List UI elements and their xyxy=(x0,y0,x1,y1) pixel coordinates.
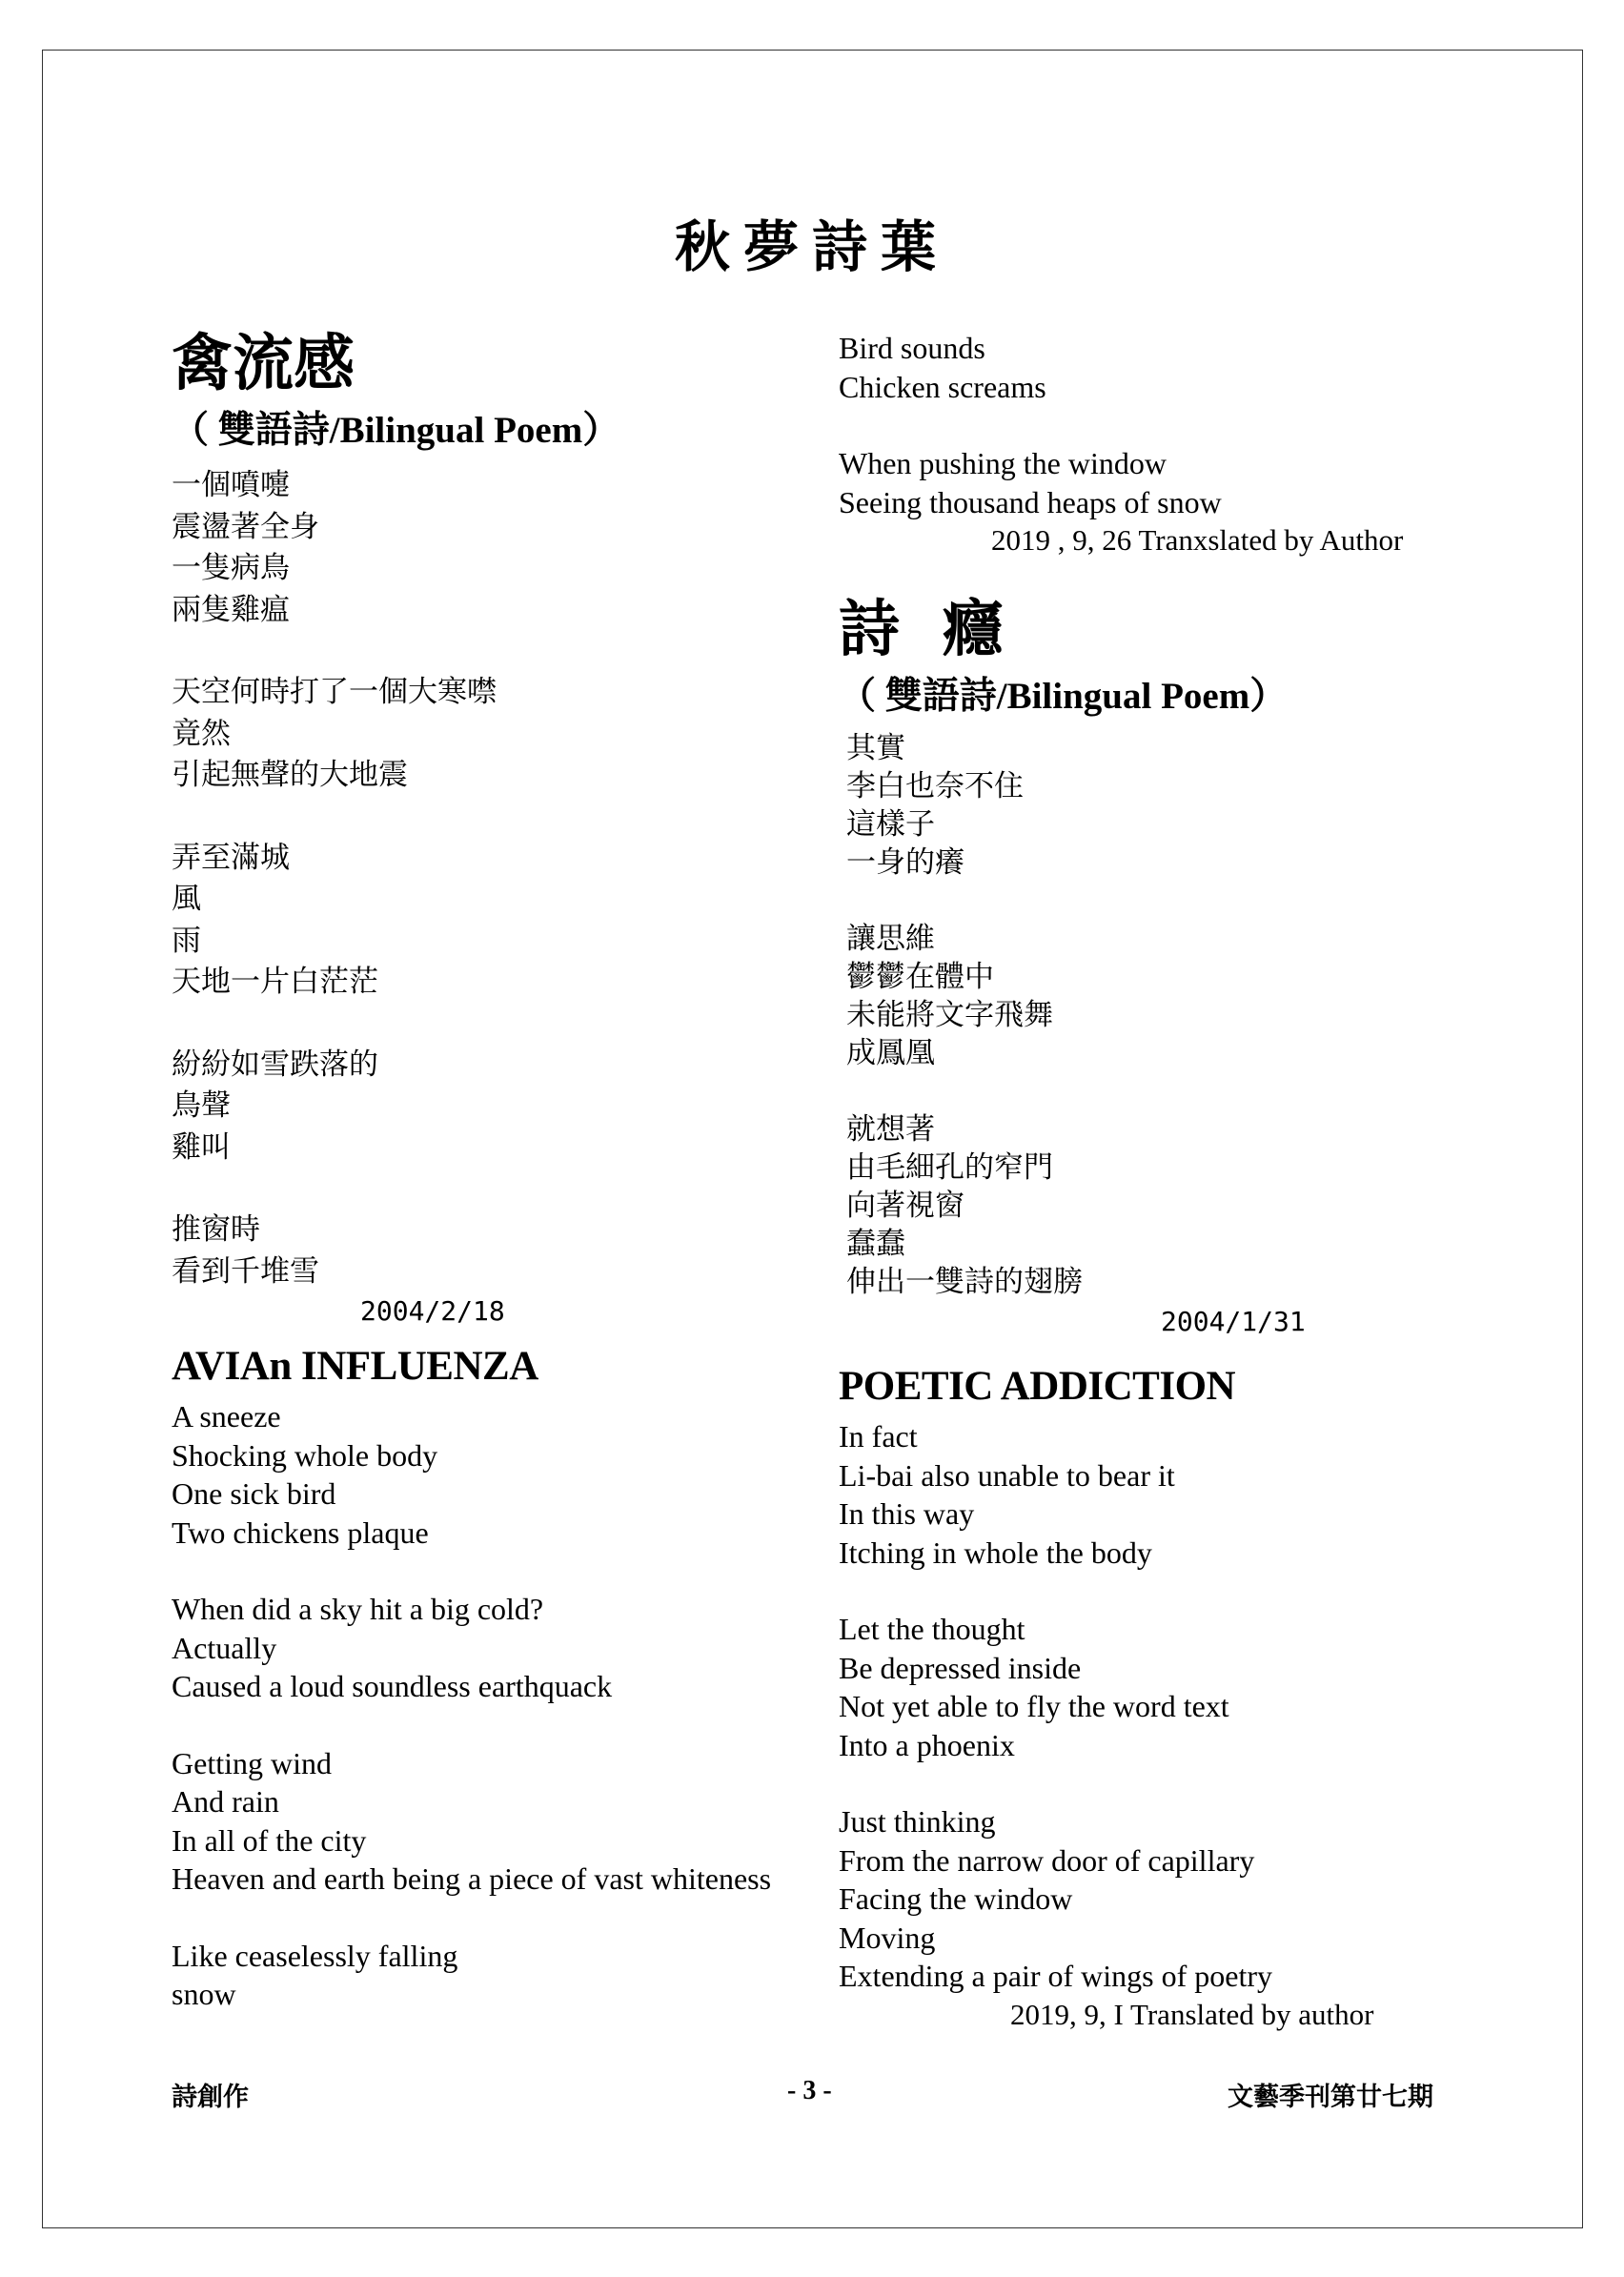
poem-line: Two chickens plaque xyxy=(172,1515,429,1550)
poem-line: 李白也奈不住 xyxy=(846,769,1024,803)
poem-line: Heaven and earth being a piece of vast whiteness xyxy=(172,1861,772,1896)
poem-line: Not yet able to fly the word text xyxy=(839,1689,1229,1723)
footer-section-label: 詩創作 xyxy=(172,2083,249,2112)
poem2-cn-stanza-3 xyxy=(846,1110,1487,1301)
poem1-english-date: 2019 , 9, 26 Tranxslated by Author xyxy=(991,523,1404,557)
poem-line: 成鳳凰 xyxy=(846,1036,935,1070)
poem-line: 讓思維 xyxy=(846,922,935,956)
poem-line: 鬱鬱在體中 xyxy=(846,960,994,994)
poem-line: 雞叫 xyxy=(172,1129,231,1165)
poem1-en-stanza-5 xyxy=(839,329,1487,406)
poem-line: 紛紛如雪跌落的 xyxy=(172,1047,378,1082)
poem-line: A sneeze xyxy=(172,1399,281,1433)
poem1-cn-stanza-1 xyxy=(172,465,820,631)
poem-line: 一個噴嚏 xyxy=(172,468,290,502)
page-title: 秋夢詩葉 xyxy=(674,214,949,279)
poem-line: Caused a loud soundless earthquack xyxy=(172,1669,613,1703)
poem1-english-continued xyxy=(839,329,1487,559)
poem-line: 這樣子 xyxy=(846,807,935,842)
poem2-en-stanza-1 xyxy=(839,1417,1487,1572)
right-column xyxy=(839,329,1487,2034)
poem1-en-stanza-4 xyxy=(172,1937,820,2014)
footer-publication: 文藝季刊第廿七期 xyxy=(1228,2083,1433,2112)
poem-line: Into a phoenix xyxy=(839,1727,1015,1762)
poem-line: Extending a pair of wings of poetry xyxy=(839,1959,1272,1993)
poem-line: 震盪著全身 xyxy=(172,509,319,544)
poem2-english-date: 2019, 9, I Translated by author xyxy=(1010,1997,1374,2031)
poem-line: 天地一片白茫茫 xyxy=(172,965,378,999)
poem-line: 引起無聲的大地震 xyxy=(172,758,408,792)
poem-line: 風 xyxy=(172,882,201,916)
poem1-english-body xyxy=(172,1397,820,2014)
poem-line: 其實 xyxy=(846,731,905,765)
poem-line: 竟然 xyxy=(172,716,231,751)
poem-line: 推窗時 xyxy=(172,1212,260,1247)
poem-line: 雨 xyxy=(172,923,201,958)
poem2-en-stanza-3 xyxy=(839,1802,1487,1996)
poem1-cn-stanza-2 xyxy=(172,672,820,797)
poem-line: 看到千堆雪 xyxy=(172,1253,319,1289)
poem2-english-body xyxy=(839,1417,1487,2034)
poem1-subtitle: （ 雙語詩/Bilingual Poem） xyxy=(172,410,620,451)
poem-line: snow xyxy=(172,1977,236,2011)
poem-line: Just thinking xyxy=(839,1804,996,1839)
poem-line: 一隻病鳥 xyxy=(172,551,290,585)
poem2-chinese-date: 2004/1/31 xyxy=(1161,1306,1306,1337)
poem-line: 由毛細孔的窄門 xyxy=(846,1150,1053,1185)
poem-line: Moving xyxy=(839,1920,936,1955)
poem-line: 鳥聲 xyxy=(172,1088,231,1123)
poem-line: 蠢蠢 xyxy=(846,1227,905,1261)
poem1-chinese-date: 2004/2/18 xyxy=(360,1295,505,1327)
left-column xyxy=(172,324,820,2014)
poem2-cn-stanza-2 xyxy=(846,920,1487,1072)
poem1-cn-stanza-5 xyxy=(172,1210,820,1292)
poem1-cn-stanza-4 xyxy=(172,1045,820,1169)
poem-line: And rain xyxy=(172,1784,279,1819)
poem-line: In fact xyxy=(839,1419,918,1454)
poem-line: When pushing the window xyxy=(839,446,1167,480)
poem1-en-stanza-3 xyxy=(172,1744,820,1899)
poem1-english-title: AVIAn INFLUENZA xyxy=(172,1344,538,1389)
poem-line: When did a sky hit a big cold? xyxy=(172,1592,544,1626)
poem2-subtitle: （ 雙語詩/Bilingual Poem） xyxy=(839,676,1288,717)
poem1-chinese-body xyxy=(172,465,820,1331)
poem-line: 伸出一雙詩的翅膀 xyxy=(846,1265,1083,1299)
poem1-en-stanza-1 xyxy=(172,1397,820,1552)
poem-line: Like ceaselessly falling xyxy=(172,1938,458,1973)
poem2-english-title: POETIC ADDICTION xyxy=(839,1364,1236,1409)
poem-line: 天空何時打了一個大寒噤 xyxy=(172,675,497,709)
poem-line: 弄至滿城 xyxy=(172,840,290,875)
poem-line: Seeing thousand heaps of snow xyxy=(839,484,1222,519)
poem-line: From the narrow door of capillary xyxy=(839,1842,1255,1878)
poem-line: Let the thought xyxy=(839,1612,1025,1646)
poem-line: 向著視窗 xyxy=(846,1189,964,1223)
poem-line: Shocking whole body xyxy=(172,1437,438,1473)
poem2-chinese-title: 詩 癮 xyxy=(839,594,1004,665)
poem-line: Li-bai also unable to bear it xyxy=(839,1457,1175,1493)
poem-line: 兩隻雞瘟 xyxy=(172,592,290,627)
poem1-cn-stanza-3 xyxy=(172,838,820,1004)
poem-line: 一身的癢 xyxy=(846,845,964,880)
poem-line: Chicken screams xyxy=(839,369,1046,404)
poem1-en-stanza-2 xyxy=(172,1590,820,1706)
poem2-en-stanza-2 xyxy=(839,1610,1487,1764)
poem-line: Getting wind xyxy=(172,1745,332,1780)
poem-line: 未能將文字飛舞 xyxy=(846,998,1053,1032)
poem1-en-stanza-6 xyxy=(839,444,1487,521)
poem2-cn-stanza-1 xyxy=(846,729,1487,882)
poem-line: 就想著 xyxy=(846,1112,935,1147)
poem-line: Facing the window xyxy=(839,1881,1073,1916)
poem-line: Actually xyxy=(172,1630,277,1665)
poem-line: Be depressed inside xyxy=(839,1650,1082,1685)
poem2-chinese-body xyxy=(839,729,1487,1341)
footer-page-number: - 3 - xyxy=(787,2076,832,2105)
poem-line: One sick bird xyxy=(172,1476,336,1511)
poem-line: In this way xyxy=(839,1496,975,1531)
poem-line: Bird sounds xyxy=(839,331,985,365)
poem-line: Itching in whole the body xyxy=(839,1535,1152,1570)
poem-line: In all of the city xyxy=(172,1822,367,1858)
poem1-chinese-title: 禽流感 xyxy=(172,328,355,399)
